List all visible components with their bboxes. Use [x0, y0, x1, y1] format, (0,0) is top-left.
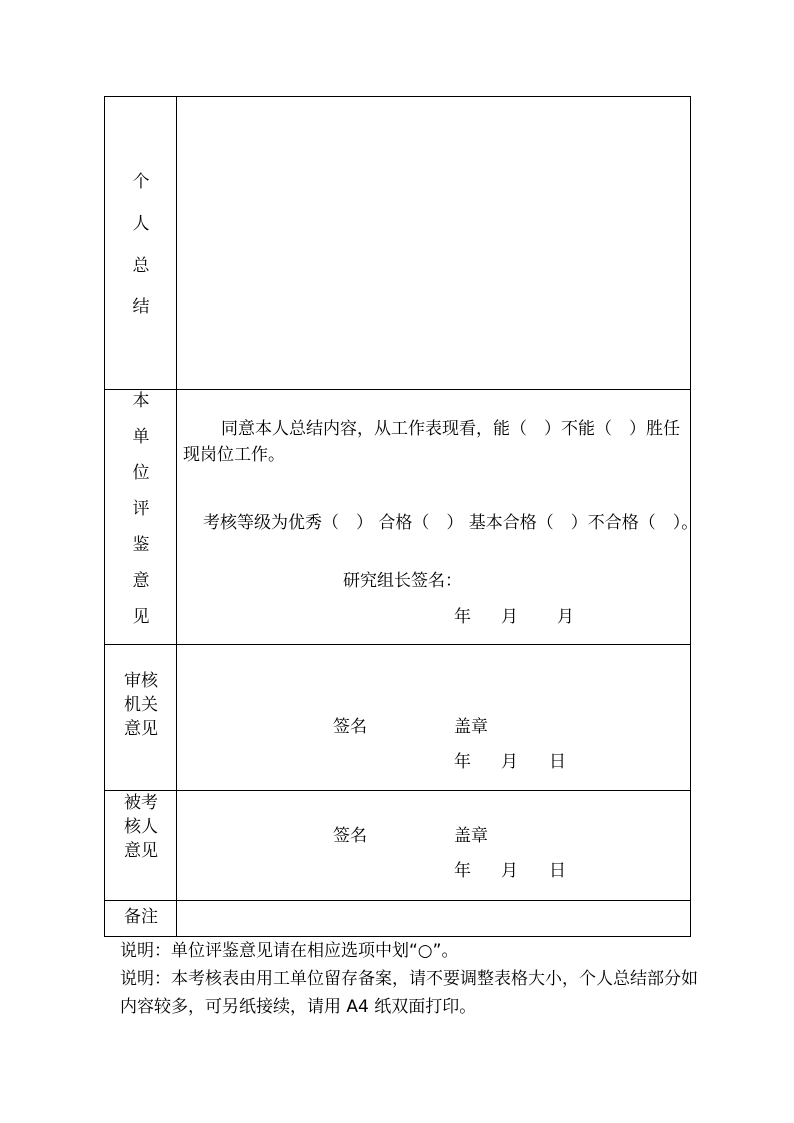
label-char: 评: [132, 499, 150, 519]
review-office-label: [105, 645, 177, 790]
label-char: 单: [132, 427, 150, 447]
agreement-text: 同意本人总结内容，从工作表现看，能（ ）不能（ ）胜任现岗位工作。: [183, 419, 680, 465]
label-char: 本: [132, 391, 150, 411]
label-char: 位: [132, 463, 150, 483]
personal-summary-row: [105, 97, 690, 389]
label-char: 鉴: [132, 535, 150, 555]
personal-summary-input-area[interactable]: [177, 97, 690, 389]
grade-selection-line: 考核等级为优秀（ ） 合格（ ） 基本合格（ ）不合格（ ）。: [203, 513, 699, 533]
sign-label: 签名: [333, 826, 367, 846]
remarks-input-area[interactable]: [177, 901, 690, 937]
date-month-label: 月: [501, 752, 518, 772]
label-char: 见: [132, 607, 150, 627]
review-office-row: [105, 644, 690, 790]
form-notes: [120, 937, 700, 1021]
seal-label: 盖章: [454, 717, 488, 737]
agreement-paragraph: [183, 416, 689, 468]
unit-evaluation-content: [177, 390, 699, 644]
label-char: 总: [132, 256, 150, 276]
review-office-content: [177, 645, 690, 790]
remarks-label: 备注: [124, 907, 158, 927]
label-char: 结: [132, 297, 150, 317]
remarks-label-cell: [105, 901, 177, 937]
label-line: 核人: [124, 817, 158, 837]
label-line: 机关: [124, 695, 158, 715]
date-month-label: 月: [501, 607, 518, 627]
label-line: 审核: [124, 671, 158, 691]
examinee-content: [177, 791, 690, 900]
unit-evaluation-row: [105, 389, 699, 644]
note-line: 说明：单位评鉴意见请在相应选项中划“○”。: [120, 941, 459, 961]
unit-evaluation-label: [105, 390, 177, 644]
date-year-label: 年: [454, 861, 471, 881]
label-line: 被考: [124, 793, 158, 813]
note-line: 说明：本考核表由用工单位留存备案，请不要调整表格大小，个人总结部分如内容较多，可另纸接续，请用 A4 纸双面打印。: [120, 969, 698, 1017]
seal-label: 盖章: [454, 826, 488, 846]
assessment-form-table: [104, 96, 699, 937]
examinee-row: [105, 790, 690, 900]
date-day-label: 月: [557, 607, 574, 627]
date-year-label: 年: [454, 752, 471, 772]
date-year-label: 年: [454, 607, 471, 627]
label-line: 意见: [124, 719, 158, 739]
examinee-label: [105, 791, 177, 900]
date-day-label: 日: [549, 861, 566, 881]
date-day-label: 日: [549, 752, 566, 772]
date-month-label: 月: [501, 861, 518, 881]
remarks-row: [105, 900, 690, 937]
label-line: 意见: [124, 841, 158, 861]
label-char: 人: [132, 214, 150, 234]
group-leader-signature-label: 研究组长签名：: [343, 571, 462, 591]
personal-summary-label: [105, 97, 177, 389]
sign-label: 签名: [333, 717, 367, 737]
label-char: 意: [132, 571, 150, 591]
label-char: 个: [132, 172, 150, 192]
